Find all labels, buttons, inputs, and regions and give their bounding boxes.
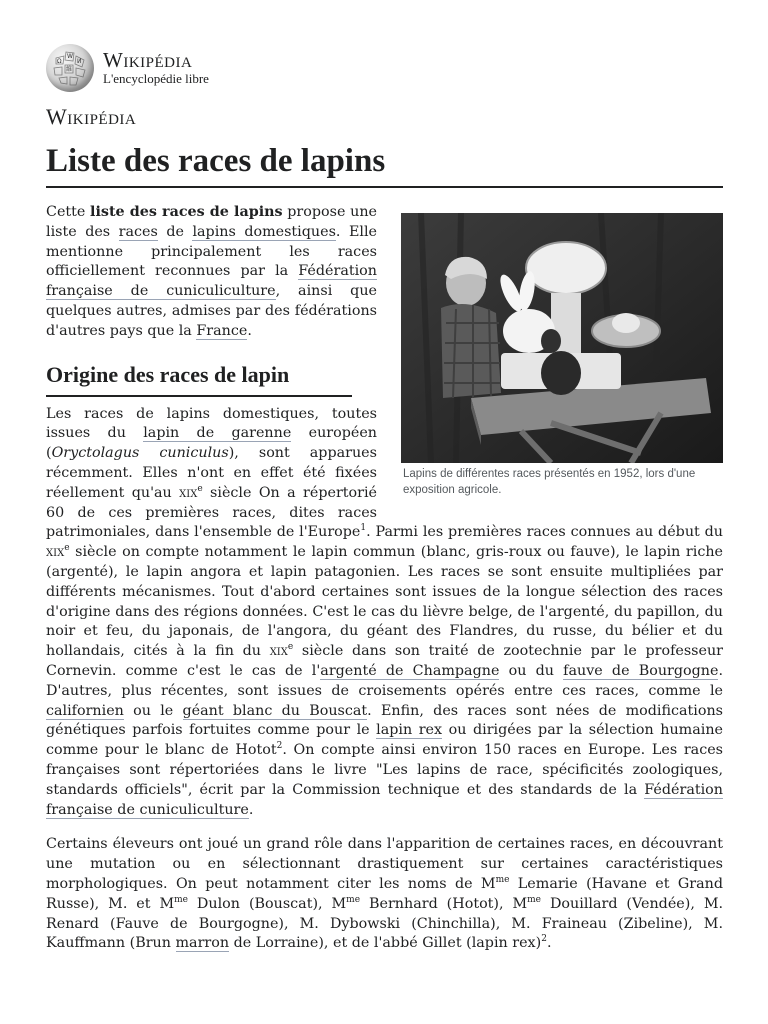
svg-text:Ω: Ω xyxy=(57,58,62,65)
text: . xyxy=(248,801,254,818)
page-title: Liste des races de lapins xyxy=(46,136,723,188)
svg-text:維: 維 xyxy=(66,66,73,73)
link-ffc-2[interactable]: Fédération française de cuniculiculture xyxy=(46,781,723,818)
superscript: me xyxy=(495,875,510,886)
figure-caption: Lapins de différentes races présentés en 1952, lors d'une exposition agricole. xyxy=(403,468,696,496)
link-fauve-de-bourgogne[interactable]: fauve de Bourgogne xyxy=(563,662,719,679)
text: Dulon (Bouscat), M xyxy=(187,895,347,912)
section-heading: Origine des races de lapin xyxy=(46,357,352,397)
link-races[interactable]: races xyxy=(118,223,158,240)
brand-tagline: L'encyclopédie libre xyxy=(103,71,209,86)
text: , ainsi que quelques autres, admises par des fédérations d'autres pays que la xyxy=(46,283,377,339)
text: siècle On a répertorié 60 de ces premières races, dites races patrimoniales, dans l'ensemble de l'Europe xyxy=(46,484,377,541)
brand-name[interactable]: Wikipédia xyxy=(103,48,193,72)
superscript: me xyxy=(527,894,542,905)
link-geant-blanc-du-bouscat[interactable]: géant blanc du Bouscat xyxy=(182,702,368,719)
figure-photo[interactable] xyxy=(401,213,723,463)
text: de xyxy=(157,223,193,240)
text: . xyxy=(546,935,552,952)
link-lapins-domestiques[interactable]: lapins domestiques xyxy=(192,223,336,240)
text: siècle dans son traité de zootechnie par le professeur Cornevin. comme c'est le cas de l' xyxy=(46,643,723,679)
bold-term: liste des races de lapins xyxy=(90,204,283,220)
link-californien[interactable]: californien xyxy=(46,702,124,719)
text: Lemarie (Havane et Grand Russe), M. et M xyxy=(46,875,723,912)
text: siècle on compte notamment le lapin commun (blanc, gris-roux ou fauve), le lapin riche (argenté), le lapin angora et lapin patagonien. Les races se sont ensuite multipliées par différents mécanismes. Tout d'abord certaines sont issues de la longue sélection des races d'origine dans des régions données. C'est le cas du lièvre belge, de l'argenté, du papillon, du noir et feu, du japonais, de l'angora, du géant des Flandres, du russe, du bélier et du hollandais, cités à la fin du xyxy=(46,544,723,660)
text: Certains éleveurs ont joué un grand rôle dans l'apparition de certaines races, en découvrant une mutation ou en sélectionnant drastiquement sur certaines caractéristiques morphologiques. On peut notamment citer les noms de M xyxy=(46,836,723,892)
superscript: e xyxy=(287,642,294,653)
brand-block xyxy=(103,49,209,87)
text: propose une liste des xyxy=(46,204,377,240)
site-header xyxy=(46,44,209,92)
text: Cette xyxy=(46,204,91,220)
reference-link[interactable]: 2 xyxy=(541,934,547,945)
link-marron[interactable]: marron xyxy=(175,935,230,952)
superscript: e xyxy=(64,543,70,554)
scientific-name: Oryctolagus cuniculus xyxy=(51,445,229,462)
text: ou le xyxy=(123,702,183,719)
svg-text:W: W xyxy=(67,53,73,60)
link-lapin-de-garenne[interactable]: lapin de garenne xyxy=(143,425,292,442)
century-numeral: xix xyxy=(179,484,198,501)
century-numeral: xix xyxy=(269,643,288,660)
text: . D'autres, plus récentes, sont issues de croisements opérés entre ces races, comme le xyxy=(46,662,724,699)
link-france[interactable]: France xyxy=(196,322,248,339)
link-ffc[interactable]: Fédération française de cuniculiculture xyxy=(46,263,377,300)
text: . Enfin, des races sont nées de modifications génétiques parfois fortuites comme pour le xyxy=(46,702,723,739)
link-lapin-rex[interactable]: lapin rex xyxy=(376,722,443,739)
text: . Parmi les premières races connues au début du xyxy=(366,524,723,541)
figure xyxy=(401,213,723,498)
link-argente-de-champagne[interactable]: argenté de Champagne xyxy=(320,662,500,679)
svg-text:И: И xyxy=(77,58,82,65)
text: ), sont apparues récemment. Elles n'ont en effet été fixées réellement qu'au xyxy=(46,445,377,501)
text: . Elle mentionne principalement les races officiellement reconnues par la xyxy=(46,223,378,280)
text: . xyxy=(247,322,252,339)
text: Les races de lapins domestiques, toutes issues du xyxy=(46,405,377,442)
superscript: me xyxy=(346,894,361,905)
century-numeral: xix xyxy=(46,544,65,561)
text: de Lorraine), et de l'abbé Gillet (lapin rex) xyxy=(229,935,542,952)
reference-link[interactable]: 2 xyxy=(276,741,283,752)
text: ou du xyxy=(499,662,564,679)
wikipedia-globe-logo[interactable] xyxy=(46,44,94,92)
text: Douillard (Vendée), M. Renard (Fauve de Bourgogne), M. Dybowski (Chinchilla), M. Fraineau (Zibeline), M. Kauffmann (Brun xyxy=(46,895,724,952)
text: ou dirigées par la sélection humaine comme pour le blanc de Hotot xyxy=(46,722,723,759)
section-paragraph-2 xyxy=(46,835,723,954)
text: Bernhard (Hotot), M xyxy=(360,895,528,912)
superscript: me xyxy=(174,894,188,905)
reference-link[interactable]: 1 xyxy=(360,523,367,534)
text: . On compte ainsi environ 150 races en Europe. Les races françaises sont répertoriées dans le livre "Les lapins de race, spécificités zoologiques, standards officiels", écrit par la Commission technique et des standards de la xyxy=(46,742,723,798)
article-body xyxy=(46,203,723,969)
superscript: e xyxy=(197,484,203,494)
text: européen ( xyxy=(46,425,378,462)
wikipedia-wordmark: Wikipédia xyxy=(46,104,137,129)
